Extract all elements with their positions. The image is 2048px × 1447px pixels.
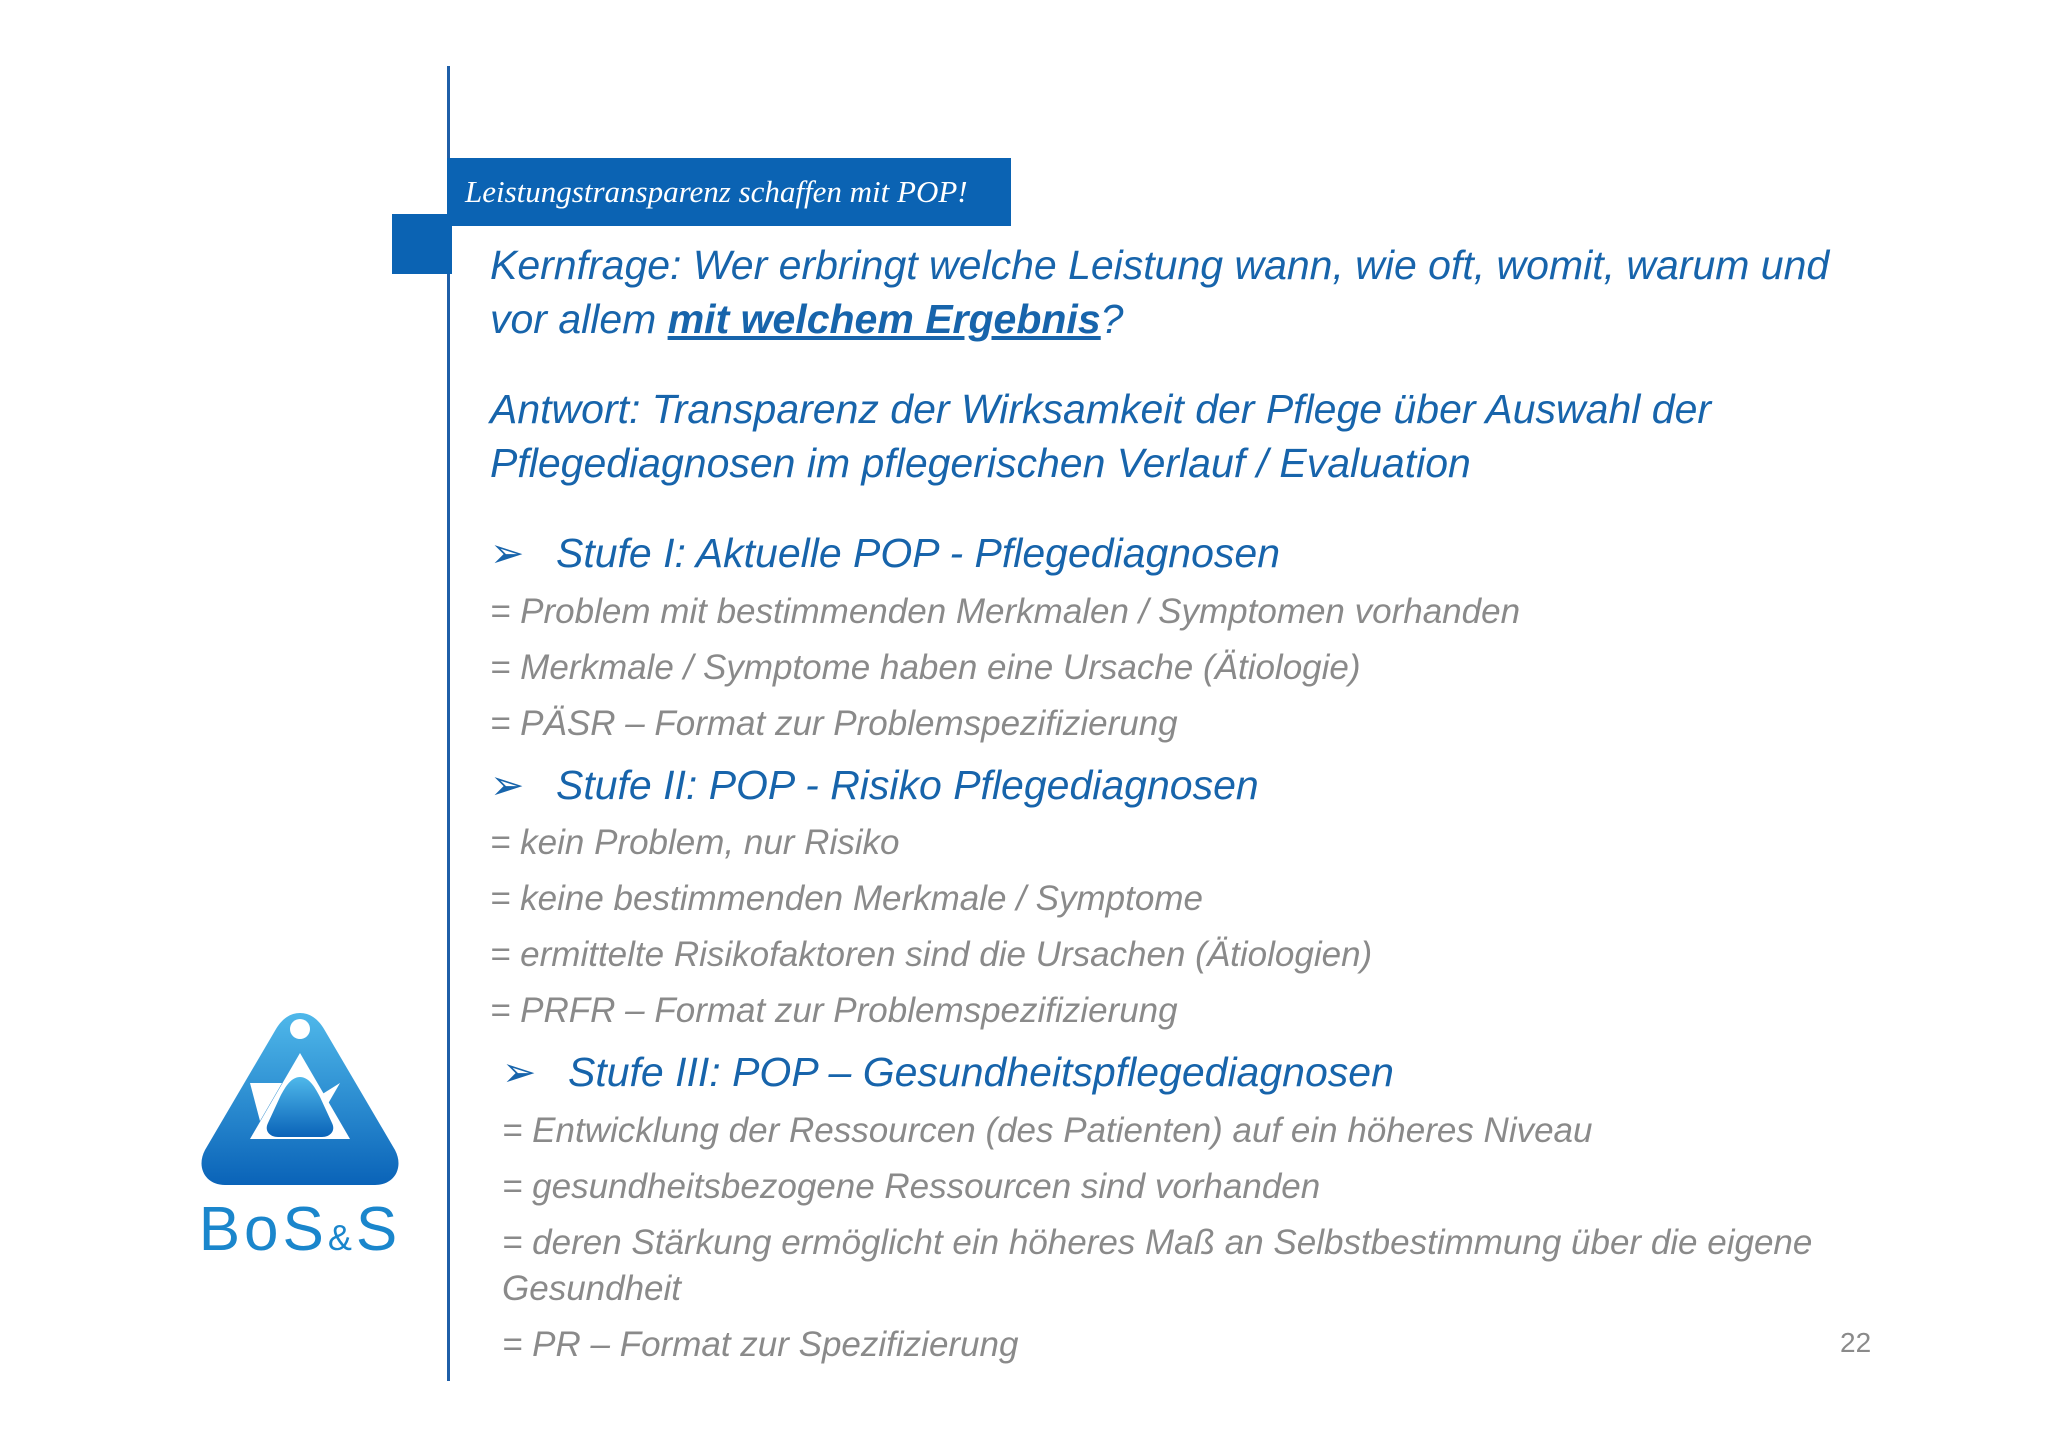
arrow-bullet-icon: ➢ — [490, 530, 525, 576]
arrow-bullet-icon: ➢ — [502, 1049, 537, 1095]
stage-3-item: = PR – Format zur Spezifizierung — [502, 1325, 1019, 1364]
result-link[interactable]: mit welchem Ergebnis — [667, 296, 1101, 342]
logo-text-ampersand: & — [327, 1217, 356, 1258]
stage-3-heading — [502, 1045, 1394, 1099]
question-line-2-prefix: vor allem — [490, 296, 668, 342]
logo-text-part-2: S — [355, 1195, 402, 1264]
stage-2-title: Stufe II: POP - Risiko Pflegediagnosen — [556, 762, 1259, 808]
answer-line-1: Antwort: Transparenz der Wirksamkeit der Pflege über Auswahl der — [490, 386, 1712, 432]
stage-1-heading — [490, 526, 1280, 580]
arrow-bullet-icon: ➢ — [490, 762, 525, 808]
page-number: 22 — [1840, 1327, 1872, 1358]
stage-3-item: = gesundheitsbezogene Ressourcen sind vorhanden — [502, 1167, 1321, 1206]
question-line-2 — [490, 292, 1123, 346]
question-line-2-suffix: ? — [1100, 296, 1124, 342]
answer-line-2: Pflegediagnosen im pflegerischen Verlauf / Evaluation — [490, 440, 1471, 486]
stage-2-item: = kein Problem, nur Risiko — [490, 823, 900, 862]
stage-2-heading — [490, 758, 1259, 812]
stage-2-item: = keine bestimmenden Merkmale / Symptome — [490, 879, 1203, 918]
logo-text-part-1: BoS — [198, 1195, 328, 1264]
bos-s-logo-text — [190, 1195, 410, 1273]
slide-title-banner — [447, 158, 1011, 226]
stage-1-title: Stufe I: Aktuelle POP - Pflegediagnosen — [556, 530, 1281, 576]
stage-1-item: = PÄSR – Format zur Problemspezifizierung — [490, 704, 1178, 743]
stage-3-title: Stufe III: POP – Gesundheitspflegediagnosen — [568, 1049, 1394, 1095]
question-line-1: Kernfrage: Wer erbringt welche Leistung wann, wie oft, womit, warum und — [490, 242, 1830, 288]
stage-2-item: = ermittelte Risikofaktoren sind die Ursachen (Ätiologien) — [490, 935, 1373, 974]
stage-1-item: = Problem mit bestimmenden Merkmalen / Symptomen vorhanden — [490, 592, 1521, 631]
stage-3-item: Gesundheit — [502, 1269, 682, 1308]
stage-2-item: = PRFR – Format zur Problemspezifizierung — [490, 991, 1178, 1030]
accent-block — [392, 214, 452, 274]
bos-s-logo-icon — [190, 1005, 410, 1190]
stage-1-item: = Merkmale / Symptome haben eine Ursache (Ätiologie) — [490, 648, 1361, 687]
slide-title: Leistungstransparenz schaffen mit POP! — [465, 174, 968, 209]
stage-3-item: = Entwicklung der Ressourcen (des Patienten) auf ein höheres Niveau — [502, 1111, 1593, 1150]
stage-3-item: = deren Stärkung ermöglicht ein höheres Maß an Selbstbestimmung über die eigene — [502, 1223, 1813, 1262]
